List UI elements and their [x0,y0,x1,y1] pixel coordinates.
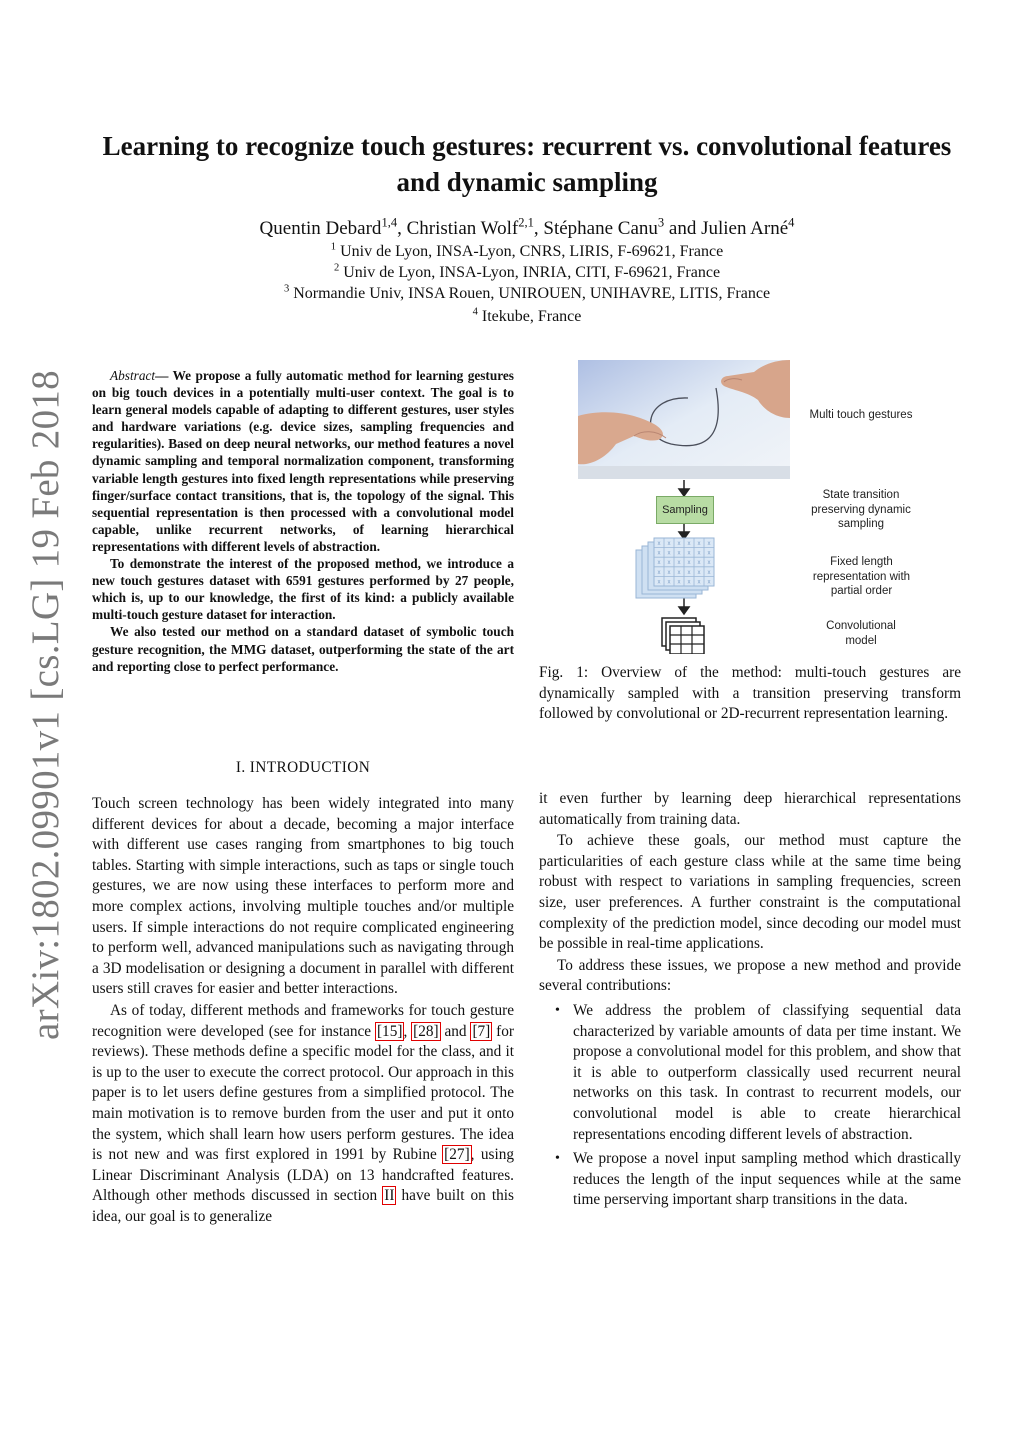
citation-link[interactable]: [27] [444,1146,470,1164]
author-separator: , [397,218,407,239]
sampling-box: Sampling [656,496,714,524]
author: Quentin Debard [259,218,382,239]
grid-mark: x [677,579,681,586]
author-affil-mark: 3 [657,215,665,230]
author-affil-mark: 2,1 [518,215,534,230]
affiliation-text: Univ de Lyon, INSA-Lyon, INRIA, CITI, F-69621, France [343,264,721,281]
affiliation-number: 1 [330,241,337,253]
grid-mark: x [667,541,671,547]
label-convolutional-model: Convolutional model [826,620,896,647]
grid-mark: x [707,560,711,567]
grid-mark: x [707,569,711,576]
author: Julien Arné [701,218,789,239]
section-number: I. [235,759,246,776]
grid-mark: x [657,541,661,547]
grid-mark: x [657,560,661,567]
figure-1 [576,358,961,654]
abstract-paragraph: To demonstrate the interest of the proposed method, we introduce a new touch gestures dataset with 6591 gestures performed by 27 people, which is, up to our knowledge, the first of its kind: a publicly available multi-touch gesture dataset for interaction. [92,556,514,623]
affiliation [100,306,954,327]
grid-mark: x [657,579,661,586]
bullet-icon: • [555,1002,560,1018]
body-text: , using Linear Discriminant Analysis (LDA) on 13 handcrafted features. Although other methods discussed in section [92,1146,515,1205]
section-link[interactable]: II [384,1187,395,1205]
touch-table-photo [578,360,790,479]
affiliation-number: 3 [283,283,290,295]
body-paragraph: it even further by learning deep hierarchical representations automatically from training data. [539,790,961,828]
list-item-text: We propose a novel input sampling method which drastically reduces the length of the input sequences while at the same time perserving important sharp transitions in the data. [573,1150,961,1209]
grid-mark: x [697,541,701,547]
citation-link[interactable]: [15] [376,1022,403,1040]
grid-mark: x [677,550,681,557]
section-heading [92,759,514,777]
arxiv-stamp: arXiv:1802.09901v1 [cs.LG] 19 Feb 2018 [24,370,67,1040]
convolutional-model-icon [662,618,704,654]
label-multi-touch: Multi touch gestures [809,409,913,421]
body-paragraph [92,1001,514,1228]
paper-title: Learning to recognize touch gestures: recurrent vs. convolutional features and dynamic sampling [102,131,952,197]
grid-mark: x [677,560,681,567]
figure-caption: Fig. 1: Overview of the method: multi-touch gestures are dynamically sampled with a transition preserving transform followed by convolutional or 2D-recurrent representation learning. [539,664,961,723]
abstract-paragraph [92,367,514,555]
grid-mark: x [667,550,671,557]
bullet-icon: • [555,1151,560,1167]
sequence-grid-stack [636,538,714,598]
label-dynamic-sampling: State transition preserving dynamic sampling [811,489,911,530]
affiliation-number: 4 [472,306,478,318]
abstract-text: We propose a fully automatic method for learning gestures on big touch devices in a potentially multi-user context. The goal is to learn general models capable of adapting to different gestures, user styles and hardware variations (e.g. device sizes, sampling frequencies and regularities). Based on deep neural networks, our method features a novel dynamic sampling and temporal normalization component, transforming variable length gestures into fixed length representations while preserving finger/surface contact transitions, that is, the topology of the signal. This sequential representation is then processed with a convolutional model capable, unlike recurrent networks, of learning hierarchical representations with different levels of abstraction. [92,368,514,554]
list-item [539,1001,961,1145]
affiliation-text: Itekube, France [481,308,582,325]
contribution-list [539,1001,961,1211]
grid-mark: x [667,579,671,586]
author: Christian Wolf [406,218,519,239]
affiliation [100,262,954,283]
citation-link[interactable]: [7] [472,1022,491,1040]
list-item [539,1149,961,1211]
abstract-lead: Abstract [110,368,156,383]
grid-mark: x [687,550,691,557]
body-text: As of today, different methods and frameworks for touch gesture recognition were developed (see for instance [92,1001,514,1040]
abstract-paragraph: We also tested our method on a standard dataset of symbolic touch gesture recognition, the MMG dataset, outperforming the state of the art and reporting close to perfect performance. [92,624,514,674]
section-title: INTRODUCTION [249,759,371,776]
label-fixed-length: Fixed length representation with partial order [812,556,911,597]
affiliation-number: 2 [333,262,340,274]
grid-mark: x [687,579,691,586]
grid-mark: x [687,541,691,547]
grid-mark: x [677,541,681,547]
grid-mark: x [697,550,701,557]
grid-mark: x [657,550,661,557]
affiliation-text: Univ de Lyon, INSA-Lyon, CNRS, LIRIS, F-69621, France [340,243,724,260]
body-paragraph: To address these issues, we propose a new method and provide several contributions: [539,956,961,995]
body-text: and [439,1022,472,1040]
affiliation-text: Normandie Univ, INSA Rouen, UNIROUEN, UNIHAVRE, LITIS, France [293,285,771,302]
grid-mark: x [707,550,711,557]
grid-mark: x [687,560,691,567]
citation-link[interactable]: [28] [413,1022,439,1040]
body-paragraph: To achieve these goals, our method must capture the particularities of each gesture class while at the same time being robust with respect to variations in sampling frequencies, screen size, user preferences. A further constraint is the computational complexity of the prediction model, since decoding our model must be possible in real-time applications. [539,832,961,953]
affiliation [100,283,954,304]
grid-mark: x [697,579,701,586]
intro-right-column [539,789,961,1211]
grid-mark: x [707,579,711,586]
body-text: , [403,1022,413,1040]
body-text: for reviews). These methods define a specific model for the class, and it is up to the user to execute the correct protocol. Our approach in this paper is to let users define gestures from a simplified protocol. The main motivation is to remove burden from the user and put it onto the system, which shall learn how users perform gestures. The idea is not new and was first explored in 1991 by Rubine [92,1022,514,1164]
grid-mark: x [667,560,671,567]
abstract-dash: — [155,368,169,383]
author-separator: , [533,218,544,239]
author-affil-mark: 4 [788,215,795,230]
grid-mark: x [697,569,701,576]
grid-mark: x [687,569,691,576]
author: Stéphane Canu [543,218,658,239]
body-paragraph: Touch screen technology has been widely integrated into many different devices for about a decade, becoming a major interface with different use cases ranging from smartphones to big touch tables. Starting with simple interactions, such as taps or single touch gestures, we are now using these interfaces to perform more and more complex actions, involving multiple touches and/or multiple users. If simple interactions do not require complicated engineering to perform well, advanced manipulations such as navigating through a 3D modelisation or designing a document in parallel with different users still craves for easier and better interactions. [92,795,514,998]
grid-mark: x [677,569,681,576]
grid-mark: x [707,541,711,547]
abstract [92,367,514,675]
grid-mark: x [697,560,701,567]
grid-mark: x [657,569,661,576]
author-affil-mark: 1,4 [381,215,398,230]
body-text: have built on this idea, our goal is to generalize [92,1187,514,1225]
author-list [100,216,954,242]
list-item-text: We address the problem of classifying sequential data characterized by variable amounts of data per time instant. We propose a convolutional model for this problem, and show that it is able to outperform classically used recurrent neural networks on this task. In contrast to recurrent models, our convolutional model is able to create hierarchical representations encoding different levels of abstraction. [573,1001,961,1143]
intro-left-column [92,794,514,1227]
grid-mark: x [667,569,671,576]
affiliation [100,241,954,262]
author-separator: and [664,218,702,239]
